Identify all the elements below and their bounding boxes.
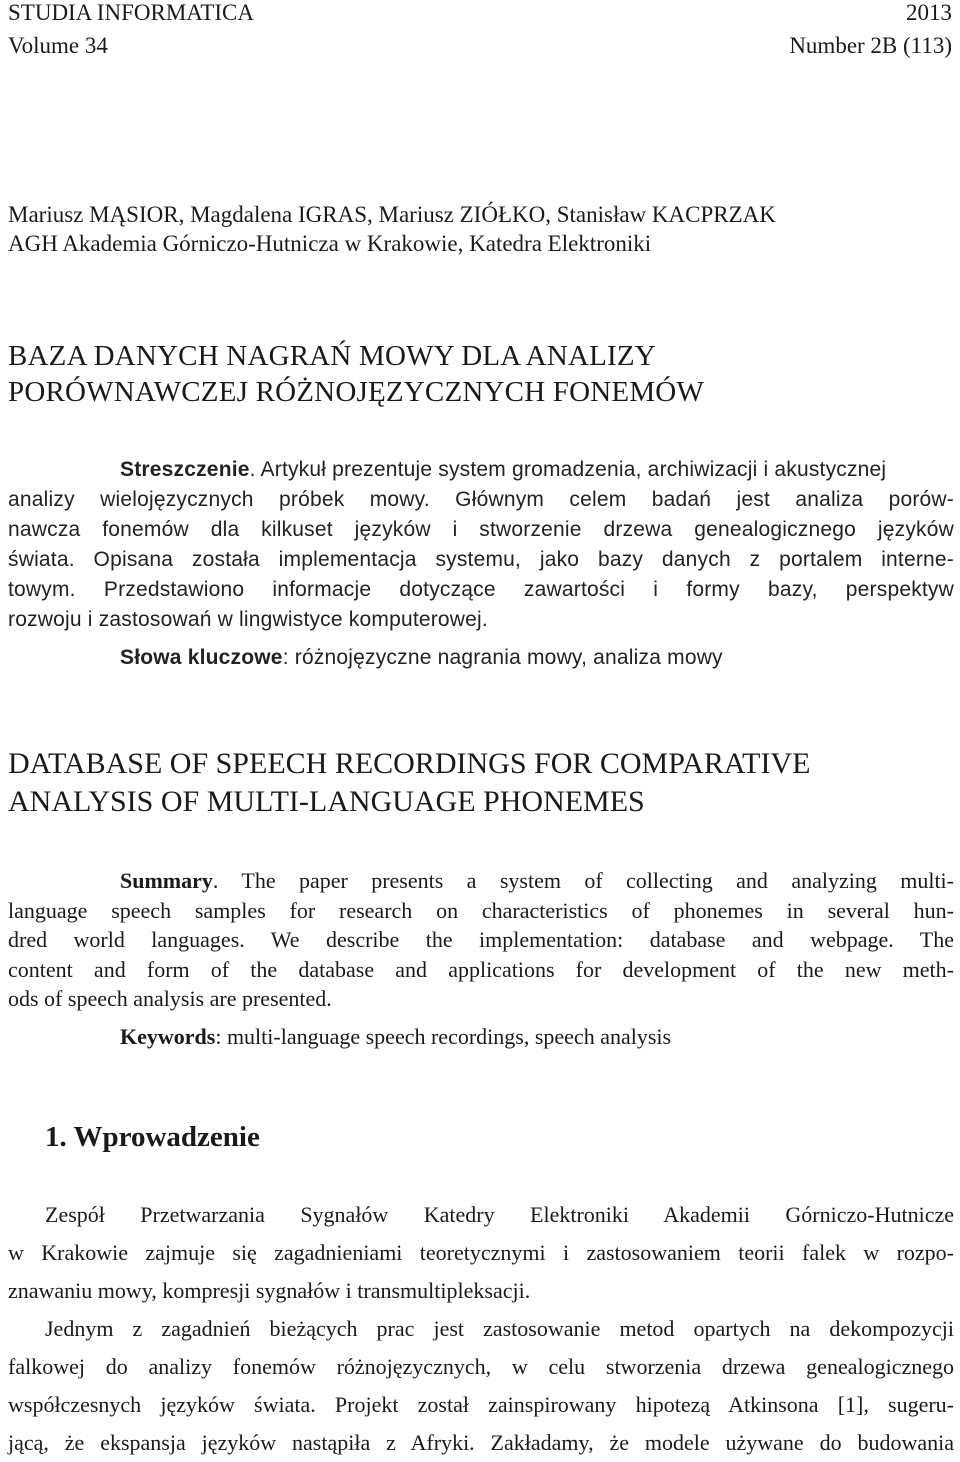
- body-text: [8, 1196, 954, 1462]
- section-number: 1.: [45, 1121, 67, 1153]
- abstract-pl-line: Streszczenie. Artykuł prezentuje system gromadzenia, archiwizacji i akustycznej: [120, 458, 887, 481]
- journal-name: STUDIA INFORMATICA: [8, 0, 254, 25]
- abstract-pl-keywords: Słowa kluczowe: różnojęzyczne nagrania mowy, analiza mowy: [120, 646, 723, 669]
- section-title: Wprowadzenie: [73, 1121, 260, 1153]
- body-paragraph-1-line: znawaniu mowy, kompresji sygnałów i transmultipleksacji.: [8, 1278, 531, 1303]
- abstract-en-line: language speech samples for research on characteristics of phonemes in several hun-: [8, 897, 954, 923]
- body-paragraph-2-line: Jednym z zagadnień bieżących prac jest zastosowanie metod opartych na dekompozycji: [45, 1316, 954, 1341]
- body-paragraph-1-line: Zespół Przetwarzania Sygnałów Katedry Elektroniki Akademii Górniczo-Hutnicze: [45, 1202, 954, 1227]
- journal-number: Number 2B (113): [789, 33, 952, 58]
- abstract-en-line: ods of speech analysis are presented.: [8, 986, 332, 1011]
- abstract-pl-line: rozwoju i zastosowań w lingwistyce komputerowej.: [8, 608, 488, 631]
- abstract-pl-line: nawcza fonemów dla kilkuset języków i stworzenie drzewa genealogicznego języków: [8, 518, 954, 541]
- keywords-en-label: Keywords: [120, 1023, 216, 1049]
- body-paragraph-2-line: jącą, że ekspansja języków nastąpiła z Afryki. Zakładamy, że modele używane do budowania: [8, 1430, 954, 1455]
- affiliation: AGH Akademia Górniczo-Hutnicza w Krakowie, Katedra Elektroniki: [8, 231, 652, 256]
- abstract-en-line: content and form of the database and applications for development of the new meth-: [8, 956, 954, 982]
- journal-volume: Volume 34: [8, 33, 108, 58]
- abstract-en-line: dred world languages. We describe the implementation: database and webpage. The: [8, 927, 954, 952]
- title-pl-line-1: BAZA DANYCH NAGRAŃ MOWY DLA ANALIZY: [8, 340, 656, 372]
- abstract-en-line: Summary. The paper presents a system of collecting and analyzing multi-: [120, 868, 954, 893]
- body-paragraph-1-line: w Krakowie zajmuje się zagadnieniami teoretycznymi i zastosowaniem teorii falek w rozpo-: [8, 1240, 954, 1265]
- abstract-en-keywords: Keywords: multi-language speech recordings, speech analysis: [120, 1023, 672, 1049]
- abstract-pl-label: Streszczenie: [120, 458, 250, 481]
- journal-year: 2013: [906, 0, 952, 25]
- abstract-pl: [8, 455, 954, 673]
- keywords-pl-label: Słowa kluczowe: [120, 646, 283, 669]
- authors: Mariusz MĄSIOR, Magdalena IGRAS, Mariusz ZIÓŁKO, Stanisław KACPRZAK: [8, 202, 776, 227]
- body-paragraph-2-line: współczesnych języków świata. Projekt został zainspirowany hipotezą Atkinsona [1], sugeru-: [8, 1392, 954, 1417]
- abstract-pl-line: analizy wielojęzycznych próbek mowy. Głównym celem badań jest analiza porów-: [8, 488, 954, 511]
- abstract-en: [8, 866, 954, 1051]
- abstract-pl-line: towym. Przedstawiono informacje dotyczące zawartości i formy bazy, perspektyw: [8, 578, 954, 601]
- abstract-en-label: Summary: [120, 868, 213, 893]
- section-heading: [45, 1120, 260, 1154]
- abstract-pl-line: świata. Opisana została implementacja systemu, jako bazy danych z portalem interne-: [8, 548, 954, 571]
- body-paragraph-2-line: falkowej do analizy fonemów różnojęzycznych, w celu stworzenia drzewa genealogicznego: [8, 1354, 954, 1379]
- title-en-line-2: ANALYSIS OF MULTI-LANGUAGE PHONEMES: [8, 785, 645, 818]
- title-en-line-1: DATABASE OF SPEECH RECORDINGS FOR COMPARATIVE: [8, 747, 811, 780]
- title-pl-line-2: PORÓWNAWCZEJ RÓŻNOJĘZYCZNYCH FONEMÓW: [8, 376, 705, 408]
